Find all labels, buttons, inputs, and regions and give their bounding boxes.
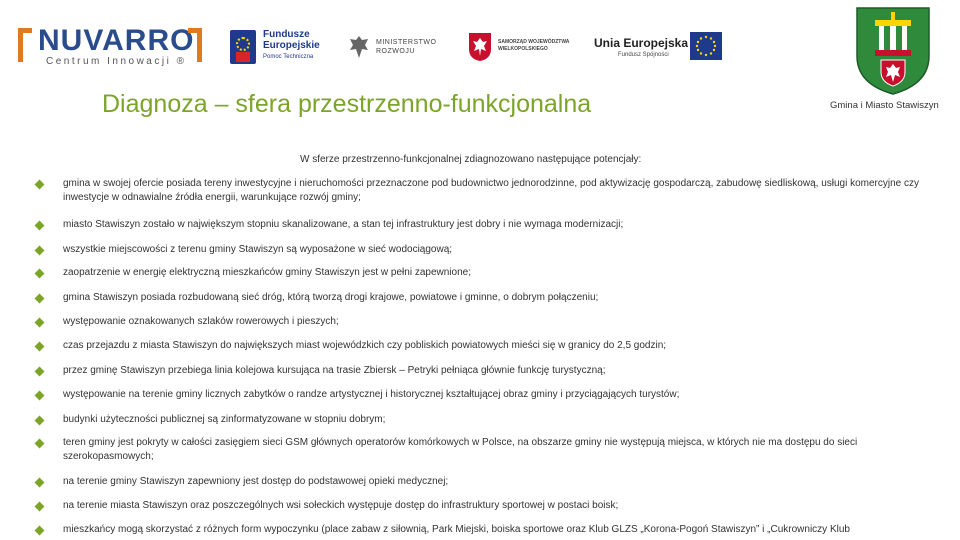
nuvarro-bracket-right-icon (188, 28, 202, 62)
intro-text: W sferze przestrzenno-funkcjonalnej zdiagnozowano następujące potencjały: (300, 154, 642, 165)
list-item-text: miasto Stawiszyn zostało w największym stopniu skanalizowane, a stan tej infrastruktury jest dobry i nie wymaga modernizacji; (63, 219, 624, 230)
bullet-diamond-icon (35, 439, 45, 449)
list-item-text: budynki użyteczności publicznej są zinformatyzowane w stopniu dobrym; (63, 414, 386, 425)
nuvarro-logo (18, 26, 208, 70)
eu-flag-icon (690, 32, 722, 60)
list-item-text: na terenie miasta Stawiszyn oraz poszczególnych wsi sołeckich występuje dostęp do infrastruktury sportowej w postaci boisk; (63, 500, 619, 511)
ministerstwo-logo (348, 32, 448, 64)
bullet-diamond-icon (35, 391, 45, 401)
fe-flag-icon (230, 30, 256, 64)
bullet-diamond-icon (35, 246, 45, 256)
bullet-diamond-icon (35, 269, 45, 279)
bullet-diamond-icon (35, 502, 45, 512)
gmina-label: Gmina i Miasto Stawiszyn (830, 100, 939, 111)
list-item-text: zaopatrzenie w energię elektryczną mieszkańców gminy Stawiszyn jest w pełni zapewnione; (63, 267, 471, 278)
list-item-text: gmina w swojej ofercie posiada tereny inwestycyjne i nieruchomości przeznaczone pod budownictwo jednorodzinne, pod aktywizację gospodarczą, zabudowę siedliskową, usługi komercyjne czy inwestycje w odnawialne źródła energii, warunkujące rozwój gminy; (63, 178, 920, 203)
wielkopolska-logo (468, 30, 578, 66)
bullet-diamond-icon (35, 221, 45, 231)
bullet-diamond-icon (35, 526, 45, 536)
list-item-text: na terenie gminy Stawiszyn zapewniony jest dostęp do podstawowej opieki medycznej; (63, 476, 449, 487)
fe-title: Fundusze Europejskie (263, 29, 320, 51)
list-item-text: przez gminę Stawiszyn przebiega linia kolejowa kursująca na trasie Zbiersk – Petryki pełniąca głównie funkcję turystyczną; (63, 365, 606, 376)
unia-europejska-logo (594, 30, 729, 66)
bullet-diamond-icon (35, 342, 45, 352)
bullet-diamond-icon (35, 367, 45, 377)
wielkopolska-text: SAMORZĄD WOJEWÓDZTWA WIELKOPOLSKIEGO (498, 39, 570, 52)
fe-subtitle: Pomoc Techniczna (263, 54, 314, 60)
fundusze-europejskie-logo (230, 28, 330, 68)
ue-subtitle: Fundusz Spójności (618, 52, 669, 58)
list-item-text: czas przejazdu z miasta Stawiszyn do największych miast wojewódzkich czy pobliskich powiatowych mieści się w granicy do 2,5 godzin; (63, 340, 667, 351)
ministerstwo-text: MINISTERSTWO ROZWOJU (376, 39, 437, 55)
nuvarro-wordmark: NUVARRO (38, 24, 195, 57)
list-item-text: teren gminy jest pokryty w całości zasięgiem sieci GSM głównych operatorów komórkowych w Polsce, na obszarze gminy nie występują miejsca, w których nie ma dostępu do sieci szerokopasmowych; (63, 437, 858, 462)
list-item-text: mieszkańcy mogą skorzystać z różnych form wypoczynku (place zabaw z siłownią, Park Miejski, boiska sportowe oraz Klub GLZS „Korona-Pogoń Stawiszyn” i „Cukrowniczy Klub (63, 524, 850, 535)
list-item-text: wszystkie miejscowości z terenu gminy Stawiszyn są wyposażone w sieć wodociągową; (63, 244, 453, 255)
bullet-diamond-icon (35, 478, 45, 488)
ue-title: Unia Europejska (594, 36, 689, 50)
page-title: Diagnoza – sfera przestrzenno-funkcjonalna (102, 90, 592, 118)
eagle-icon (348, 34, 370, 60)
bullet-diamond-icon (35, 294, 45, 304)
nuvarro-bracket-left-icon (18, 28, 32, 62)
list-item-text: gmina Stawiszyn posiada rozbudowaną sieć dróg, którą tworzą drogi krajowe, powiatowe i gminne, o dobrym połączeniu; (63, 292, 599, 303)
list-item-text: występowanie na terenie gminy licznych zabytków o randze artystycznej i historycznej kształtującej obraz gminy i przyciągających turystów; (63, 389, 680, 400)
bullet-diamond-icon (35, 318, 45, 328)
bullet-diamond-icon (35, 180, 45, 190)
shield-icon (468, 32, 492, 62)
nuvarro-subtitle: Centrum Innowacji ® (46, 56, 187, 67)
bullet-diamond-icon (35, 416, 45, 426)
list-item-text: występowanie oznakowanych szlaków rowerowych i pieszych; (63, 316, 339, 327)
coat-of-arms-icon (853, 4, 933, 96)
